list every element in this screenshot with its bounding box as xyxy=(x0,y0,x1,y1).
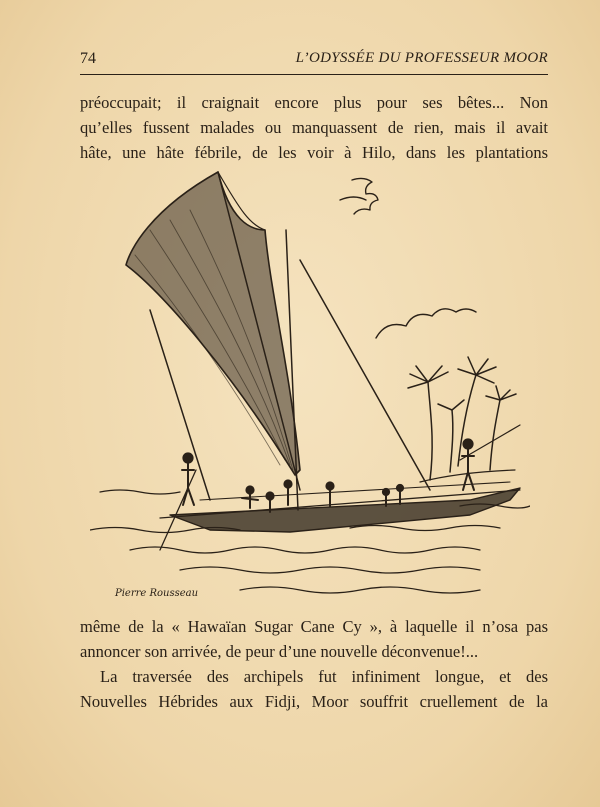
text-line: annoncer son arrivée, de peur d’une nouvelle déconvenue!... xyxy=(80,642,479,661)
running-title: L’ODYSSÉE DU PROFESSEUR MOOR xyxy=(295,50,548,66)
artist-signature: Pierre Rousseau xyxy=(115,588,199,599)
cloud-top xyxy=(340,178,378,214)
text-line: Nouvelles Hébrides aux Fidji, Moor souffrit cruellement de la xyxy=(80,692,548,711)
text-line: hâte, une hâte fébrile, de les voir à Hilo, dans les plantations xyxy=(80,143,548,162)
page-header xyxy=(80,48,548,75)
sail xyxy=(126,172,300,475)
page-number: 74 xyxy=(80,50,96,67)
paragraph-top xyxy=(80,90,548,165)
canoe-illustration xyxy=(90,170,530,610)
paragraph-bottom xyxy=(80,614,548,714)
palm-trees xyxy=(408,357,516,482)
text-line: même de la « Hawaïan Sugar Cane Cy », à laquelle il n’osa pas xyxy=(80,617,548,636)
cloud-right xyxy=(376,309,476,338)
text-line: La traversée des archipels fut infiniment longue, et des xyxy=(100,667,548,686)
crew-figures xyxy=(160,425,520,550)
text-line: préoccupait; il craignait encore plus pour ses bêtes... Non xyxy=(80,93,548,112)
sea-waves xyxy=(90,490,530,593)
text-line: qu’elles fussent malades ou manquassent de rien, mais il avait xyxy=(80,118,548,137)
canoe-hull xyxy=(160,482,520,532)
